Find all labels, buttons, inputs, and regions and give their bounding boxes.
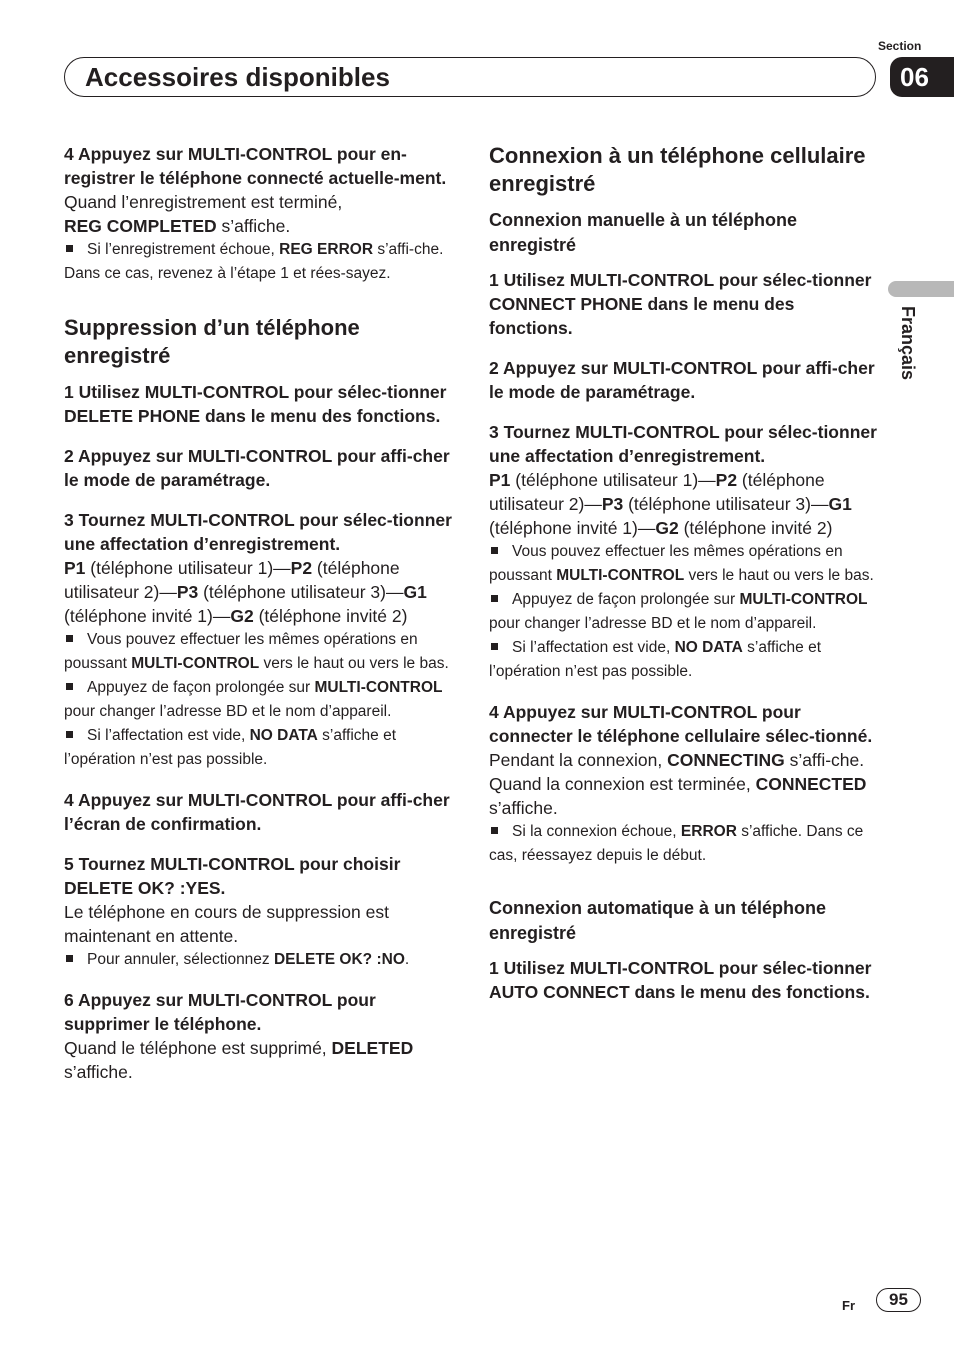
language-tab — [888, 281, 954, 297]
left-column — [64, 142, 452, 1084]
connect-step-2: 2 Appuyez sur MULTI-CONTROL pour affi-cher le mode de paramétrage. — [489, 358, 875, 402]
bullet-square-icon — [66, 731, 73, 738]
bullet-square-icon — [491, 547, 498, 554]
connect-step-3-body: P1 (téléphone utilisateur 1)—P2 (téléphone utilisateur 2)—P3 (téléphone utilisateur 3)—G1 (téléphone invité 1)—G2 (téléphone invité 2) — [489, 470, 852, 538]
delete-step-6: 6 Appuyez sur MULTI-CONTROL pour supprimer le téléphone. — [64, 990, 376, 1034]
bullet-square-icon — [66, 683, 73, 690]
bullet-square-icon — [66, 955, 73, 962]
connect-note-2: Appuyez de façon prolongée sur MULTI-CONTROL pour changer l’adresse BD et le nom d’appareil. — [489, 591, 868, 632]
bullet-square-icon — [491, 827, 498, 834]
bullet-square-icon — [66, 635, 73, 642]
section-number: 06 — [890, 57, 954, 97]
delete-step-6-body: Quand le téléphone est supprimé, DELETED s’affiche. — [64, 1038, 414, 1082]
language-label: Français — [898, 306, 918, 381]
bullet-square-icon — [66, 245, 73, 252]
delete-step-3-body: P1 (téléphone utilisateur 1)—P2 (téléphone utilisateur 2)—P3 (téléphone utilisateur 3)—G1 (téléphone invité 1)—G2 (téléphone invité 2) — [64, 558, 427, 626]
connect-note-1: Vous pouvez effectuer les mêmes opérations en poussant MULTI-CONTROL vers le haut ou vers le bas. — [489, 543, 874, 584]
bullet-square-icon — [491, 643, 498, 650]
auto-step-1: 1 Utilisez MULTI-CONTROL pour sélec-tionner AUTO CONNECT dans le menu des fonctions. — [489, 958, 872, 1002]
right-column — [489, 142, 877, 1020]
step-4-register: 4 Appuyez sur MULTI-CONTROL pour en-registrer le téléphone connecté actuelle-ment. — [64, 144, 447, 188]
connect-step-3: 3 Tournez MULTI-CONTROL pour sélec-tionner une affectation d’enregistrement. — [489, 422, 877, 466]
connect-step-1: 1 Utilisez MULTI-CONTROL pour sélec-tionner CONNECT PHONE dans le menu des fonctions. — [489, 270, 872, 338]
page-title: Accessoires disponibles — [85, 62, 390, 92]
step-4-note: Si l’enregistrement échoue, REG ERROR s’affi-che. Dans ce cas, revenez à l’étape 1 et rées-sayez. — [64, 241, 444, 282]
subheading-auto: Connexion automatique à un téléphone enregistré — [489, 898, 827, 943]
delete-step-4: 4 Appuyez sur MULTI-CONTROL pour affi-cher l’écran de confirmation. — [64, 790, 450, 834]
connect-step-4-body: Pendant la connexion, CONNECTING s’affi-che. Quand la connexion est terminée, CONNECTED s’affiche. — [489, 750, 867, 818]
delete-step-5-note: Pour annuler, sélectionnez DELETE OK? :NO. — [64, 948, 452, 972]
section-heading-delete: Suppression d’un téléphone enregistré — [64, 315, 360, 368]
footer-lang-code: Fr — [842, 1298, 855, 1313]
step-4-body: Quand l’enregistrement est terminé, REG COMPLETED s’affiche. — [64, 192, 343, 236]
connect-note-3: Si l’affectation est vide, NO DATA s’affiche et l’opération n’est pas possible. — [489, 639, 821, 680]
delete-note-1: Vous pouvez effectuer les mêmes opérations en poussant MULTI-CONTROL vers le haut ou vers le bas. — [64, 631, 449, 672]
subheading-manual: Connexion manuelle à un téléphone enregistré — [489, 210, 798, 255]
delete-step-1: 1 Utilisez MULTI-CONTROL pour sélec-tionner DELETE PHONE dans le menu des fonctions. — [64, 382, 447, 426]
connect-step-4: 4 Appuyez sur MULTI-CONTROL pour connecter le téléphone cellulaire sélec-tionné. — [489, 702, 873, 746]
section-heading-connect: Connexion à un téléphone cellulaire enregistré — [489, 143, 866, 196]
delete-step-5-body: Le téléphone en cours de suppression est maintenant en attente. — [64, 902, 389, 946]
delete-note-2: Appuyez de façon prolongée sur MULTI-CONTROL pour changer l’adresse BD et le nom d’appareil. — [64, 679, 443, 720]
section-label: Section — [878, 39, 922, 53]
delete-step-3: 3 Tournez MULTI-CONTROL pour sélec-tionner une affectation d’enregistrement. — [64, 510, 452, 554]
bullet-square-icon — [491, 595, 498, 602]
delete-note-3: Si l’affectation est vide, NO DATA s’affiche et l’opération n’est pas possible. — [64, 727, 396, 768]
page-number: 95 — [876, 1288, 921, 1312]
title-bar — [64, 57, 876, 97]
delete-step-5: 5 Tournez MULTI-CONTROL pour choisir DELETE OK? :YES. — [64, 854, 401, 898]
connect-step-4-note: Si la connexion échoue, ERROR s’affiche. Dans ce cas, réessayez depuis le début. — [489, 823, 864, 864]
delete-step-2: 2 Appuyez sur MULTI-CONTROL pour affi-cher le mode de paramétrage. — [64, 446, 450, 490]
